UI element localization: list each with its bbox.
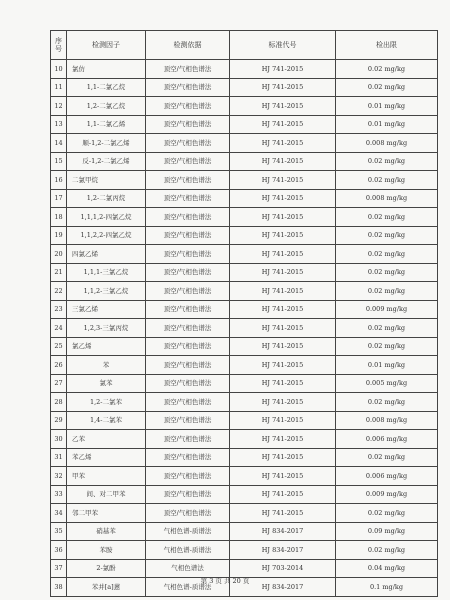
table-row — [51, 97, 438, 116]
detection-limit: 0.02 mg/kg — [336, 171, 438, 190]
row-number: 32 — [51, 467, 67, 486]
header-item: 检测因子 — [67, 31, 146, 60]
detection-method: 顶空/气相色谱法 — [146, 300, 230, 319]
detection-method: 顶空/气相色谱法 — [146, 263, 230, 282]
detection-method: 顶空/气相色谱法 — [146, 356, 230, 375]
detection-limit: 0.01 mg/kg — [336, 356, 438, 375]
detection-factor: 氯乙烯 — [67, 337, 146, 356]
detection-limit: 0.02 mg/kg — [336, 448, 438, 467]
detection-method: 顶空/气相色谱法 — [146, 115, 230, 134]
detection-method: 顶空/气相色谱法 — [146, 152, 230, 171]
table-row — [51, 282, 438, 301]
standard-code: HJ 741-2015 — [230, 300, 336, 319]
detection-limit: 0.009 mg/kg — [336, 485, 438, 504]
detection-table — [50, 30, 438, 597]
standard-code: HJ 741-2015 — [230, 115, 336, 134]
standard-code: HJ 834-2017 — [230, 578, 336, 597]
row-number: 30 — [51, 430, 67, 449]
detection-method: 顶空/气相色谱法 — [146, 60, 230, 79]
header-method: 检测依据 — [146, 31, 230, 60]
detection-factor: 1,4-二氯苯 — [67, 411, 146, 430]
standard-code: HJ 741-2015 — [230, 430, 336, 449]
standard-code: HJ 741-2015 — [230, 189, 336, 208]
detection-limit: 0.02 mg/kg — [336, 337, 438, 356]
detection-method: 顶空/气相色谱法 — [146, 134, 230, 153]
detection-method: 气相色谱-质谱法 — [146, 522, 230, 541]
table-row — [51, 60, 438, 79]
detection-method: 顶空/气相色谱法 — [146, 411, 230, 430]
detection-factor: 1,1-二氯乙烷 — [67, 78, 146, 97]
standard-code: HJ 741-2015 — [230, 171, 336, 190]
detection-factor: 1,1,1-三氯乙烷 — [67, 263, 146, 282]
detection-limit: 0.02 mg/kg — [336, 541, 438, 560]
standard-code: HJ 741-2015 — [230, 134, 336, 153]
detection-method: 顶空/气相色谱法 — [146, 189, 230, 208]
standard-code: HJ 741-2015 — [230, 411, 336, 430]
detection-limit: 0.02 mg/kg — [336, 504, 438, 523]
table-row — [51, 300, 438, 319]
standard-code: HJ 741-2015 — [230, 78, 336, 97]
row-number: 12 — [51, 97, 67, 116]
detection-factor: 顺-1,2-二氯乙烯 — [67, 134, 146, 153]
detection-limit: 0.04 mg/kg — [336, 559, 438, 578]
detection-method: 顶空/气相色谱法 — [146, 504, 230, 523]
table-row — [51, 134, 438, 153]
detection-factor: 1,2-二氯苯 — [67, 393, 146, 412]
table-row — [51, 337, 438, 356]
detection-factor: 反-1,2-二氯乙烯 — [67, 152, 146, 171]
detection-factor: 1,2,3-三氯丙烷 — [67, 319, 146, 338]
detection-limit: 0.008 mg/kg — [336, 189, 438, 208]
standard-code: HJ 834-2017 — [230, 541, 336, 560]
header-no: 序 号 — [51, 31, 67, 60]
detection-factor: 苯并[a]蒽 — [67, 578, 146, 597]
row-number: 10 — [51, 60, 67, 79]
table-row — [51, 171, 438, 190]
page-number: 第 3 页 共 20 页 — [200, 577, 250, 585]
standard-code: HJ 741-2015 — [230, 245, 336, 264]
row-number: 33 — [51, 485, 67, 504]
row-number: 29 — [51, 411, 67, 430]
row-number: 22 — [51, 282, 67, 301]
detection-factor: 苯 — [67, 356, 146, 375]
detection-method: 顶空/气相色谱法 — [146, 393, 230, 412]
row-number: 18 — [51, 208, 67, 227]
detection-method: 顶空/气相色谱法 — [146, 467, 230, 486]
detection-limit: 0.1 mg/kg — [336, 578, 438, 597]
detection-factor: 氯苯 — [67, 374, 146, 393]
detection-method: 顶空/气相色谱法 — [146, 78, 230, 97]
detection-factor: 1,1,1,2-四氯乙烷 — [67, 208, 146, 227]
table-row — [51, 411, 438, 430]
header-standard: 标准代号 — [230, 31, 336, 60]
detection-limit: 0.02 mg/kg — [336, 393, 438, 412]
detection-factor: 间、对二甲苯 — [67, 485, 146, 504]
row-number: 28 — [51, 393, 67, 412]
detection-method: 顶空/气相色谱法 — [146, 337, 230, 356]
row-number: 26 — [51, 356, 67, 375]
detection-factor: 1,1-二氯乙烯 — [67, 115, 146, 134]
detection-method: 顶空/气相色谱法 — [146, 171, 230, 190]
detection-limit: 0.02 mg/kg — [336, 208, 438, 227]
detection-factor: 四氯乙烯 — [67, 245, 146, 264]
standard-code: HJ 741-2015 — [230, 374, 336, 393]
standard-code: HJ 741-2015 — [230, 263, 336, 282]
detection-limit: 0.008 mg/kg — [336, 134, 438, 153]
row-number: 20 — [51, 245, 67, 264]
standard-code: HJ 741-2015 — [230, 208, 336, 227]
standard-code: HJ 741-2015 — [230, 467, 336, 486]
detection-limit: 0.02 mg/kg — [336, 319, 438, 338]
row-number: 31 — [51, 448, 67, 467]
standard-code: HJ 741-2015 — [230, 282, 336, 301]
row-number: 37 — [51, 559, 67, 578]
table-row — [51, 504, 438, 523]
row-number: 27 — [51, 374, 67, 393]
row-number: 15 — [51, 152, 67, 171]
table-row — [51, 448, 438, 467]
row-number: 36 — [51, 541, 67, 560]
table-header-row — [51, 31, 438, 60]
detection-limit: 0.01 mg/kg — [336, 115, 438, 134]
detection-method: 顶空/气相色谱法 — [146, 374, 230, 393]
table-row — [51, 152, 438, 171]
detection-limit: 0.02 mg/kg — [336, 60, 438, 79]
table-row — [51, 485, 438, 504]
detection-factor: 1,2-二氯乙烷 — [67, 97, 146, 116]
standard-code: HJ 741-2015 — [230, 60, 336, 79]
detection-limit: 0.02 mg/kg — [336, 226, 438, 245]
detection-factor: 硝基苯 — [67, 522, 146, 541]
standard-code: HJ 741-2015 — [230, 97, 336, 116]
detection-method: 顶空/气相色谱法 — [146, 319, 230, 338]
detection-method: 顶空/气相色谱法 — [146, 485, 230, 504]
row-number: 24 — [51, 319, 67, 338]
standard-code: HJ 741-2015 — [230, 356, 336, 375]
table-row — [51, 467, 438, 486]
detection-factor: 苯乙烯 — [67, 448, 146, 467]
header-limit: 检出限 — [336, 31, 438, 60]
table-row — [51, 319, 438, 338]
table-row — [51, 189, 438, 208]
detection-factor: 2-氯酚 — [67, 559, 146, 578]
row-number: 34 — [51, 504, 67, 523]
detection-limit: 0.006 mg/kg — [336, 430, 438, 449]
row-number: 38 — [51, 578, 67, 597]
detection-limit: 0.009 mg/kg — [336, 300, 438, 319]
table-row — [51, 541, 438, 560]
table-row — [51, 430, 438, 449]
table-row — [51, 393, 438, 412]
row-number: 19 — [51, 226, 67, 245]
standard-code: HJ 741-2015 — [230, 226, 336, 245]
row-number: 14 — [51, 134, 67, 153]
detection-limit: 0.02 mg/kg — [336, 263, 438, 282]
row-number: 21 — [51, 263, 67, 282]
standard-code: HJ 741-2015 — [230, 448, 336, 467]
table-row — [51, 115, 438, 134]
row-number: 17 — [51, 189, 67, 208]
detection-method: 顶空/气相色谱法 — [146, 430, 230, 449]
table-row — [51, 226, 438, 245]
standard-code: HJ 703-2014 — [230, 559, 336, 578]
detection-limit: 0.02 mg/kg — [336, 282, 438, 301]
standard-code: HJ 741-2015 — [230, 337, 336, 356]
row-number: 35 — [51, 522, 67, 541]
row-number: 11 — [51, 78, 67, 97]
detection-factor: 三氯乙烯 — [67, 300, 146, 319]
detection-method: 顶空/气相色谱法 — [146, 448, 230, 467]
table-row — [51, 263, 438, 282]
detection-limit: 0.01 mg/kg — [336, 97, 438, 116]
detection-limit: 0.02 mg/kg — [336, 245, 438, 264]
detection-factor: 1,2-二氯丙烷 — [67, 189, 146, 208]
table-row — [51, 78, 438, 97]
table-row — [51, 356, 438, 375]
detection-method: 顶空/气相色谱法 — [146, 226, 230, 245]
detection-method: 顶空/气相色谱法 — [146, 245, 230, 264]
table-row — [51, 245, 438, 264]
detection-limit: 0.02 mg/kg — [336, 152, 438, 171]
detection-method: 气相色谱-质谱法 — [146, 578, 230, 597]
detection-limit: 0.008 mg/kg — [336, 411, 438, 430]
standard-code: HJ 741-2015 — [230, 152, 336, 171]
row-number: 25 — [51, 337, 67, 356]
detection-factor: 1,1,2,2-四氯乙烷 — [67, 226, 146, 245]
detection-factor: 邻二甲苯 — [67, 504, 146, 523]
detection-factor: 1,1,2-三氯乙烷 — [67, 282, 146, 301]
detection-factor: 甲苯 — [67, 467, 146, 486]
table-row — [51, 559, 438, 578]
standard-code: HJ 741-2015 — [230, 485, 336, 504]
detection-limit: 0.006 mg/kg — [336, 467, 438, 486]
detection-limit: 0.02 mg/kg — [336, 78, 438, 97]
detection-method: 气相色谱-质谱法 — [146, 541, 230, 560]
standard-code: HJ 741-2015 — [230, 319, 336, 338]
detection-limit: 0.09 mg/kg — [336, 522, 438, 541]
detection-factor: 二氯甲烷 — [67, 171, 146, 190]
row-number: 16 — [51, 171, 67, 190]
standard-code: HJ 741-2015 — [230, 393, 336, 412]
detection-method: 气相色谱法 — [146, 559, 230, 578]
table-row — [51, 522, 438, 541]
table-row — [51, 208, 438, 227]
detection-method: 顶空/气相色谱法 — [146, 282, 230, 301]
row-number: 13 — [51, 115, 67, 134]
detection-limit: 0.005 mg/kg — [336, 374, 438, 393]
detection-factor: 苯胺 — [67, 541, 146, 560]
detection-factor: 乙苯 — [67, 430, 146, 449]
detection-method: 顶空/气相色谱法 — [146, 208, 230, 227]
row-number: 23 — [51, 300, 67, 319]
standard-code: HJ 834-2017 — [230, 522, 336, 541]
table-row — [51, 374, 438, 393]
detection-factor: 氯仿 — [67, 60, 146, 79]
standard-code: HJ 741-2015 — [230, 504, 336, 523]
detection-method: 顶空/气相色谱法 — [146, 97, 230, 116]
